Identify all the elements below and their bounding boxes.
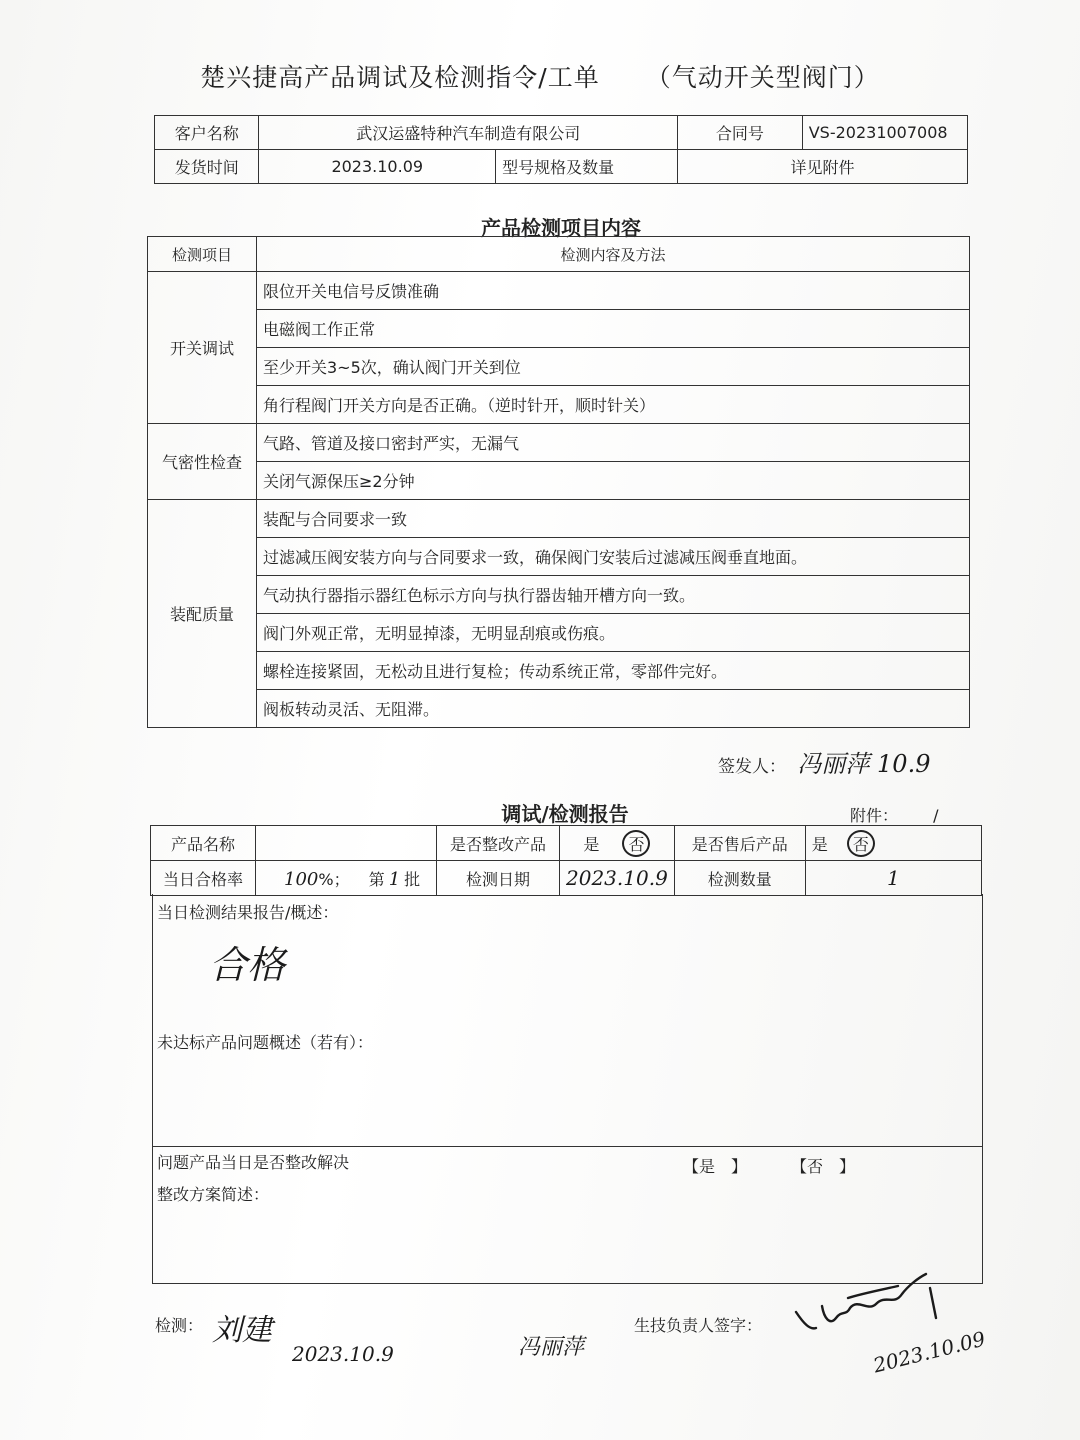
manager-signature-scribble — [790, 1268, 950, 1348]
pass-rate-label: 当日合格率 — [151, 861, 256, 896]
customer-label: 客户名称 — [155, 116, 259, 150]
rectify-yes: 是 — [583, 834, 600, 854]
inspection-item: 螺栓连接紧固，无松动且进行复检；传动系统正常，零部件完好。 — [257, 652, 970, 690]
pass-rate-cell — [256, 861, 437, 896]
manager-date: 2023.10.09 — [870, 1326, 988, 1378]
resolved-label: 问题产品当日是否整改解决 — [157, 1153, 350, 1172]
test-date-value: 2023.10.9 — [560, 861, 675, 896]
signer-label: 签发人： — [718, 757, 786, 777]
plan-label: 整改方案简述： — [157, 1185, 270, 1204]
col-item-header: 检测项目 — [148, 237, 257, 272]
rectify-no-circled: 否 — [622, 830, 650, 857]
batch-prefix: 第 — [368, 869, 385, 889]
aftersale-label: 是否售后产品 — [674, 826, 805, 861]
manager-label: 生技负责人签字： — [634, 1316, 763, 1335]
product-name-label: 产品名称 — [151, 826, 256, 861]
inspection-item: 过滤减压阀安装方向与合同要求一致，确保阀门安装后过滤减压阀垂直地面。 — [257, 538, 970, 576]
inspector-signature: 刘建 — [212, 1313, 272, 1348]
col-method-header: 检测内容及方法 — [257, 237, 970, 272]
rectify-label: 是否整改产品 — [437, 826, 560, 861]
inspection-item: 关闭气源保压≥2分钟 — [257, 462, 970, 500]
divider — [153, 1146, 982, 1147]
report-section-title: 调试/检测报告 — [501, 802, 629, 826]
inspector-label: 检测： — [155, 1316, 204, 1335]
ship-date-label: 发货时间 — [155, 150, 259, 184]
inspection-item: 阀板转动灵活、无阻滞。 — [257, 690, 970, 728]
inspection-item: 装配与合同要求一致 — [257, 500, 970, 538]
inspection-item: 电磁阀工作正常 — [257, 310, 970, 348]
model-label: 型号规格及数量 — [496, 150, 678, 184]
product-name-value — [256, 826, 437, 861]
group-switch-debug: 开关调试 — [148, 272, 257, 424]
contract-value: VS-20231007008 — [802, 116, 967, 150]
order-header-table — [154, 115, 968, 184]
group-airtightness: 气密性检查 — [148, 424, 257, 500]
inspection-section-title: 产品检测项目内容 — [481, 216, 641, 240]
resolved-yes-option: 【是 】 — [683, 1157, 748, 1176]
test-qty-label: 检测数量 — [674, 861, 805, 896]
pass-rate-unit: %； — [318, 869, 350, 889]
resolved-no-option: 【否 】 — [791, 1157, 856, 1176]
inspector-date: 2023.10.9 — [292, 1342, 394, 1366]
middle-signature: 冯丽萍 — [518, 1335, 585, 1360]
rectify-choice — [560, 826, 675, 861]
report-details-box — [152, 894, 983, 1284]
test-qty-value: 1 — [805, 861, 981, 896]
attachment-value: / — [933, 806, 939, 825]
pass-rate-value: 100 — [284, 868, 319, 890]
inspection-item: 至少开关3~5次，确认阀门开关到位 — [257, 348, 970, 386]
aftersale-no-circled: 否 — [847, 830, 875, 857]
signer-row — [718, 744, 930, 779]
inspection-table — [147, 236, 970, 728]
attachment-label: 附件： — [850, 806, 899, 825]
ship-date-value: 2023.10.09 — [259, 150, 496, 184]
report-table — [150, 825, 982, 896]
customer-value: 武汉运盛特种汽车制造有限公司 — [259, 116, 678, 150]
group-assembly-quality: 装配质量 — [148, 500, 257, 728]
batch-suffix: 批 — [404, 869, 421, 889]
document-title — [0, 58, 1080, 94]
title-subtitle: （气动开关型阀门） — [645, 63, 880, 92]
model-value: 详见附件 — [678, 150, 968, 184]
signer-signature: 冯丽萍 10.9 — [797, 750, 931, 778]
problem-label: 未达标产品问题概述（若有）： — [157, 1033, 374, 1052]
batch-value: 1 — [388, 868, 401, 890]
inspection-item: 角行程阀门开关方向是否正确。（逆时针开，顺时针关） — [257, 386, 970, 424]
test-date-label: 检测日期 — [437, 861, 560, 896]
inspection-item: 阀门外观正常，无明显掉漆，无明显刮痕或伤痕。 — [257, 614, 970, 652]
contract-label: 合同号 — [678, 116, 803, 150]
result-label: 当日检测结果报告/概述： — [157, 903, 339, 922]
title-main: 楚兴捷高产品调试及检测指令/工单 — [200, 63, 600, 92]
result-handwriting: 合格 — [209, 943, 286, 987]
aftersale-yes: 是 — [811, 834, 828, 854]
aftersale-choice — [805, 826, 981, 861]
inspection-item: 气动执行器指示器红色标示方向与执行器齿轴开槽方向一致。 — [257, 576, 970, 614]
inspection-item: 限位开关电信号反馈准确 — [257, 272, 970, 310]
attachment-row — [850, 803, 939, 826]
inspection-item: 气路、管道及接口密封严实，无漏气 — [257, 424, 970, 462]
